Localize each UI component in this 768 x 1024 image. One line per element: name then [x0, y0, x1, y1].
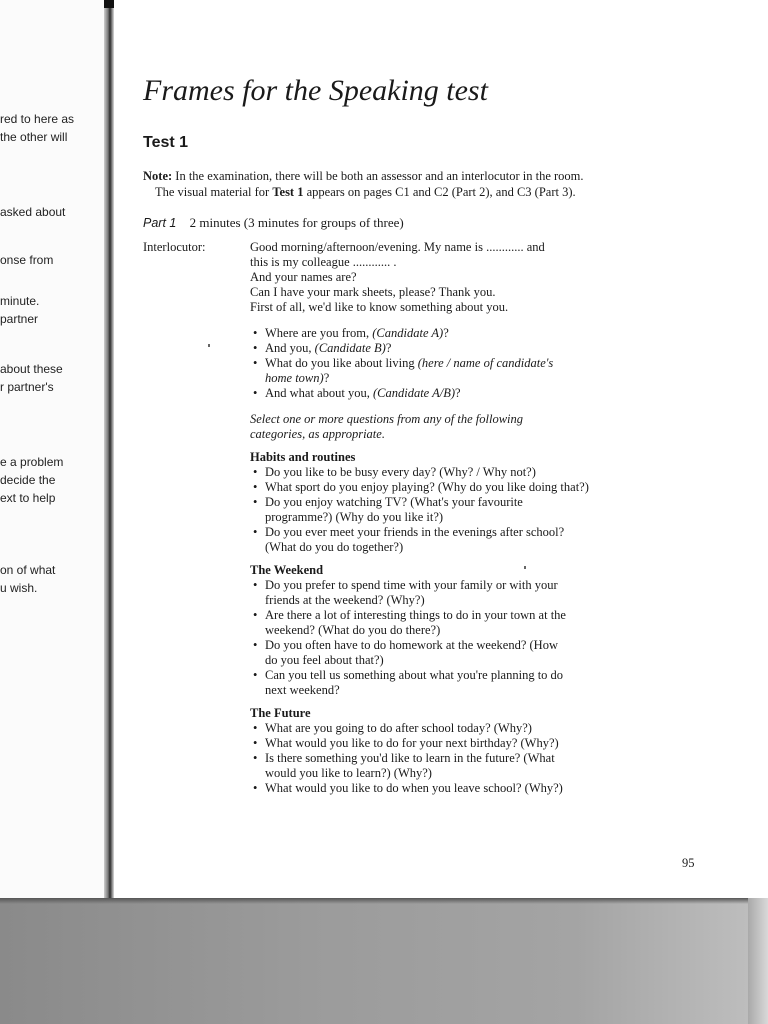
list-item	[250, 480, 670, 495]
left-fragment-line: the other will	[0, 130, 68, 144]
question-text: ?	[443, 326, 449, 340]
test-heading: Test 1	[143, 134, 189, 151]
list-item	[250, 525, 670, 555]
question-placeholder: (Candidate A)	[372, 326, 444, 340]
script-line: First of all, we'd like to know something about you.	[250, 300, 509, 314]
list-item	[250, 736, 670, 751]
question-list	[250, 721, 670, 796]
list-item	[250, 668, 670, 698]
list-item	[250, 781, 670, 796]
question-text: • Can you tell us something about what you're planning to do	[265, 668, 564, 682]
left-fragment-line: minute.	[0, 294, 40, 308]
question-text: • Do you often have to do homework at the weekend? (How	[265, 638, 558, 652]
note-text: appears on pages C1 and C2 (Part 2), and C3 (Part 3).	[303, 185, 576, 199]
instruction-line: categories, as appropriate.	[250, 427, 385, 441]
instruction-line: Select one or more questions from any of the following	[250, 412, 523, 426]
left-fragment-line: u wish.	[0, 581, 38, 595]
note-text: The visual material for	[155, 185, 273, 199]
left-fragment-line: e a problem	[0, 455, 64, 469]
question-text: • Do you like to be busy every day? (Why? / Why not?)	[265, 465, 536, 479]
section-heading: The Future	[250, 706, 311, 720]
question-text: weekend? (What do you do there?)	[265, 623, 441, 637]
left-fragment-line: decide the	[0, 473, 56, 487]
question-text: friends at the weekend? (Why?)	[265, 593, 425, 607]
page-edge	[748, 898, 768, 1024]
script-line: And your names are?	[250, 270, 357, 284]
part-label: Part 1	[143, 216, 177, 230]
part-heading	[143, 215, 404, 231]
left-fragment	[0, 561, 108, 597]
script-line: Good morning/afternoon/evening. My name is ............ and	[250, 240, 545, 254]
question-text: • Are there a lot of interesting things to do in your town at the	[265, 608, 566, 622]
left-fragment-line: onse from	[0, 253, 54, 267]
left-fragment	[0, 292, 108, 328]
question-text: Where are you from,	[265, 326, 373, 340]
question-text: ?	[323, 371, 330, 385]
question-text: do you feel about that?)	[265, 653, 384, 667]
question-placeholder: (here / name of candidate's	[417, 356, 554, 370]
list-item	[250, 386, 670, 401]
script-line: this is my colleague ............ .	[250, 255, 397, 269]
question-text: • Do you prefer to spend time with your family or with your	[265, 578, 558, 592]
left-fragment	[0, 203, 108, 221]
question-text: • What would you like to do when you leave school? (Why?)	[265, 781, 563, 795]
left-fragment-line: asked about	[0, 205, 66, 219]
list-item	[250, 608, 670, 638]
table-surface	[0, 898, 768, 1024]
question-text: What do you like about living	[265, 356, 418, 370]
left-fragment-line: ext to help	[0, 491, 56, 505]
note-paragraph	[143, 168, 683, 200]
scan-speck	[524, 566, 526, 569]
note-label: Note:	[143, 169, 173, 183]
scan-speck	[208, 344, 210, 347]
left-fragment-line: red to here as	[0, 112, 75, 126]
question-text: • Do you ever meet your friends in the evenings after school?	[265, 525, 565, 539]
question-text: And what about you,	[265, 386, 373, 400]
list-item	[250, 578, 670, 608]
script-line: Can I have your mark sheets, please? Thank you.	[250, 285, 496, 299]
list-item	[250, 356, 670, 386]
question-text: would you like to learn?) (Why?)	[265, 766, 432, 780]
note-emphasis: Test 1	[272, 185, 304, 199]
question-text: (What do you do together?)	[265, 540, 404, 554]
interlocutor-label: Interlocutor:	[143, 240, 206, 254]
section-heading: Habits and routines	[250, 450, 356, 464]
list-item	[250, 465, 670, 480]
left-fragment	[0, 251, 108, 269]
list-item	[250, 495, 670, 525]
left-fragment-line: about these	[0, 362, 63, 376]
note-text: In the examination, there will be both an assessor and an interlocutor in the room.	[175, 169, 584, 183]
note-line	[143, 168, 683, 184]
note-line	[143, 184, 683, 200]
question-text: programme?) (Why do you like it?)	[265, 510, 444, 524]
page-number: 95	[682, 856, 695, 870]
question-placeholder: (Candidate B)	[314, 341, 386, 355]
section-heading: The Weekend	[250, 563, 324, 577]
question-text: • Is there something you'd like to learn in the future? (What	[265, 751, 555, 765]
question-list	[250, 578, 670, 698]
question-text: • What would you like to do for your next birthday? (Why?)	[265, 736, 559, 750]
part-duration: 2 minutes (3 minutes for groups of three)	[189, 215, 404, 230]
question-text: next weekend?	[265, 683, 340, 697]
left-fragment	[0, 453, 108, 507]
question-text: ?	[455, 386, 461, 400]
question-placeholder: home town)	[265, 371, 324, 385]
book-spine	[104, 0, 114, 898]
list-item	[250, 638, 670, 668]
left-fragment	[0, 360, 108, 396]
list-item	[250, 751, 670, 781]
left-fragment	[0, 110, 108, 146]
question-placeholder: (Candidate A/B)	[372, 386, 456, 400]
question-list	[250, 465, 670, 555]
list-item	[250, 721, 670, 736]
left-page	[0, 0, 108, 898]
list-item	[250, 326, 670, 341]
question-text: And you,	[265, 341, 315, 355]
page-title: Frames for the Speaking test	[143, 74, 488, 107]
left-fragment-line: partner	[0, 312, 39, 326]
question-text: • What are you going to do after school today? (Why?)	[265, 721, 532, 735]
intro-question-list	[250, 326, 670, 401]
question-text: • What sport do you enjoy playing? (Why do you like doing that?)	[265, 480, 589, 494]
interlocutor-script	[250, 240, 670, 796]
question-text: ?	[385, 341, 392, 355]
list-item	[250, 341, 670, 356]
question-text: • Do you enjoy watching TV? (What's your favourite	[265, 495, 523, 509]
left-fragment-line: r partner's	[0, 380, 54, 394]
left-fragment-line: on of what	[0, 563, 56, 577]
